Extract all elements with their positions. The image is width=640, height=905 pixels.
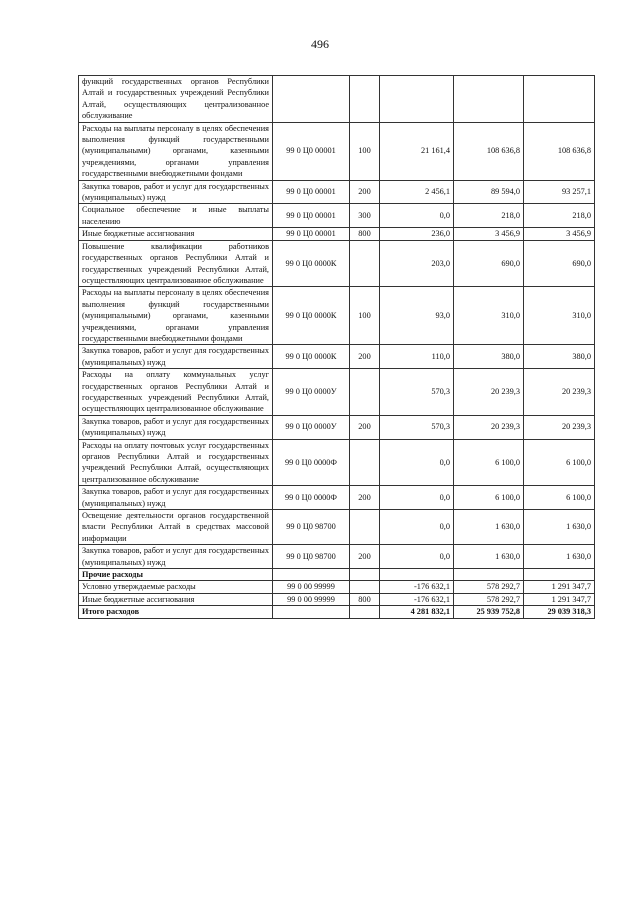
target-article-code-cell: 99 0 Ц0 00001: [273, 204, 350, 228]
expense-name-cell: Закупка товаров, работ и услуг для государственных (муниципальных) нужд: [79, 180, 273, 204]
expense-name-cell: Итого расходов: [79, 606, 273, 618]
target-article-code-cell: 99 0 Ц0 98700: [273, 545, 350, 569]
amount-year1-cell: [380, 76, 454, 123]
table-row: [79, 345, 595, 369]
amount-year2-cell: 578 292,7: [454, 581, 524, 593]
amount-year1-cell: 203,0: [380, 240, 454, 287]
amount-year2-cell: 89 594,0: [454, 180, 524, 204]
amount-year2-cell: 6 100,0: [454, 439, 524, 486]
amount-year2-cell: [454, 76, 524, 123]
expense-name-cell: Иные бюджетные ассигнования: [79, 228, 273, 240]
expense-name-cell: Освещение деятельности органов государственной власти Республики Алтай в средствах массовой информации: [79, 510, 273, 545]
target-article-code-cell: 99 0 00 99999: [273, 581, 350, 593]
expense-name-cell: Повышение квалификации работников государственных органов Республики Алтай и государственных учреждений Республики Алтай, осуществляющих централизованное обслуживание: [79, 240, 273, 287]
expense-type-code-cell: 200: [350, 345, 380, 369]
expense-name-cell: Закупка товаров, работ и услуг для государственных (муниципальных) нужд: [79, 345, 273, 369]
target-article-code-cell: 99 0 Ц0 00001: [273, 180, 350, 204]
expense-type-code-cell: 200: [350, 545, 380, 569]
amount-year2-cell: 6 100,0: [454, 486, 524, 510]
amount-year3-cell: 93 257,1: [524, 180, 595, 204]
amount-year1-cell: -176 632,1: [380, 593, 454, 605]
target-article-code-cell: 99 0 00 99999: [273, 593, 350, 605]
expense-type-code-cell: 100: [350, 122, 380, 180]
amount-year3-cell: 6 100,0: [524, 486, 595, 510]
expense-name-cell: Прочие расходы: [79, 569, 273, 581]
expense-name-cell: Расходы на оплату коммунальных услуг государственных органов Республики Алтай и государственных учреждений Республики Алтай, осуществляющих централизованное обслуживание: [79, 369, 273, 416]
amount-year3-cell: [524, 76, 595, 123]
expense-name-cell: Расходы на оплату почтовых услуг государственных органов Республики Алтай и государственных учреждений Республики Алтай, осуществляющих централизованное обслуживание: [79, 439, 273, 486]
amount-year2-cell: [454, 569, 524, 581]
table-row: [79, 486, 595, 510]
amount-year2-cell: 578 292,7: [454, 593, 524, 605]
table-row: [79, 180, 595, 204]
amount-year3-cell: 1 630,0: [524, 545, 595, 569]
amount-year3-cell: 20 239,3: [524, 369, 595, 416]
target-article-code-cell: 99 0 Ц0 0000Ф: [273, 486, 350, 510]
amount-year2-cell: 1 630,0: [454, 510, 524, 545]
amount-year2-cell: 20 239,3: [454, 415, 524, 439]
table-row: [79, 606, 595, 618]
amount-year1-cell: 0,0: [380, 486, 454, 510]
expense-type-code-cell: [350, 76, 380, 123]
target-article-code-cell: 99 0 Ц0 00001: [273, 228, 350, 240]
amount-year2-cell: 310,0: [454, 287, 524, 345]
target-article-code-cell: 99 0 Ц0 0000К: [273, 345, 350, 369]
target-article-code-cell: 99 0 Ц0 0000У: [273, 415, 350, 439]
amount-year1-cell: 570,3: [380, 415, 454, 439]
table-row: [79, 76, 595, 123]
target-article-code-cell: 99 0 Ц0 0000Ф: [273, 439, 350, 486]
amount-year2-cell: 380,0: [454, 345, 524, 369]
table-row: [79, 510, 595, 545]
amount-year2-cell: 690,0: [454, 240, 524, 287]
amount-year1-cell: 236,0: [380, 228, 454, 240]
amount-year2-cell: 108 636,8: [454, 122, 524, 180]
expense-name-cell: Социальное обеспечение и иные выплаты населению: [79, 204, 273, 228]
expense-type-code-cell: 200: [350, 415, 380, 439]
amount-year1-cell: -176 632,1: [380, 581, 454, 593]
amount-year1-cell: 570,3: [380, 369, 454, 416]
amount-year2-cell: 25 939 752,8: [454, 606, 524, 618]
expense-name-cell: Иные бюджетные ассигнования: [79, 593, 273, 605]
target-article-code-cell: [273, 76, 350, 123]
table-row: [79, 415, 595, 439]
page-number: 496: [311, 37, 329, 51]
amount-year3-cell: 1 291 347,7: [524, 581, 595, 593]
table-row: [79, 593, 595, 605]
amount-year2-cell: 20 239,3: [454, 369, 524, 416]
expense-name-cell: Закупка товаров, работ и услуг для государственных (муниципальных) нужд: [79, 415, 273, 439]
amount-year3-cell: 6 100,0: [524, 439, 595, 486]
amount-year2-cell: 218,0: [454, 204, 524, 228]
amount-year2-cell: 1 630,0: [454, 545, 524, 569]
target-article-code-cell: [273, 569, 350, 581]
amount-year3-cell: 310,0: [524, 287, 595, 345]
table-row: [79, 228, 595, 240]
amount-year1-cell: 93,0: [380, 287, 454, 345]
amount-year3-cell: 29 039 318,3: [524, 606, 595, 618]
amount-year3-cell: 1 291 347,7: [524, 593, 595, 605]
amount-year3-cell: 108 636,8: [524, 122, 595, 180]
amount-year3-cell: 1 630,0: [524, 510, 595, 545]
amount-year3-cell: 3 456,9: [524, 228, 595, 240]
expense-name-cell: Закупка товаров, работ и услуг для государственных (муниципальных) нужд: [79, 545, 273, 569]
amount-year1-cell: 4 281 832,1: [380, 606, 454, 618]
amount-year1-cell: 21 161,4: [380, 122, 454, 180]
expense-name-cell: функций государственных органов Республики Алтай и государственных учреждений Республики Алтай, осуществляющих централизованное обслуживание: [79, 76, 273, 123]
table-row: [79, 287, 595, 345]
amount-year3-cell: 690,0: [524, 240, 595, 287]
table-row: [79, 439, 595, 486]
target-article-code-cell: 99 0 Ц0 0000У: [273, 369, 350, 416]
amount-year1-cell: [380, 569, 454, 581]
table-row: [79, 569, 595, 581]
table-row: [79, 204, 595, 228]
expense-type-code-cell: [350, 581, 380, 593]
amount-year1-cell: 0,0: [380, 545, 454, 569]
expense-type-code-cell: [350, 606, 380, 618]
expense-name-cell: Расходы на выплаты персоналу в целях обеспечения выполнения функций государственными (муниципальными) органами, казенными учреждениями, органами управления государственными внебюджетными фондами: [79, 122, 273, 180]
expense-type-code-cell: 100: [350, 287, 380, 345]
table-row: [79, 369, 595, 416]
table-row: [79, 581, 595, 593]
expense-type-code-cell: 200: [350, 486, 380, 510]
expense-name-cell: Закупка товаров, работ и услуг для государственных (муниципальных) нужд: [79, 486, 273, 510]
amount-year2-cell: 3 456,9: [454, 228, 524, 240]
expense-type-code-cell: [350, 569, 380, 581]
budget-expenditure-table: [78, 75, 595, 619]
expense-type-code-cell: [350, 510, 380, 545]
target-article-code-cell: [273, 606, 350, 618]
amount-year1-cell: 2 456,1: [380, 180, 454, 204]
table-row: [79, 240, 595, 287]
amount-year1-cell: 110,0: [380, 345, 454, 369]
expense-type-code-cell: [350, 369, 380, 416]
amount-year1-cell: 0,0: [380, 510, 454, 545]
target-article-code-cell: 99 0 Ц0 00001: [273, 122, 350, 180]
amount-year3-cell: 218,0: [524, 204, 595, 228]
amount-year3-cell: [524, 569, 595, 581]
table-row: [79, 122, 595, 180]
target-article-code-cell: 99 0 Ц0 0000К: [273, 240, 350, 287]
amount-year3-cell: 20 239,3: [524, 415, 595, 439]
amount-year1-cell: 0,0: [380, 204, 454, 228]
expense-type-code-cell: [350, 240, 380, 287]
expense-type-code-cell: [350, 439, 380, 486]
expense-name-cell: Условно утверждаемые расходы: [79, 581, 273, 593]
expense-type-code-cell: 200: [350, 180, 380, 204]
expense-name-cell: Расходы на выплаты персоналу в целях обеспечения выполнения функций государственными (муниципальными) органами, казенными учреждениями, органами управления государственными внебюджетными фондами: [79, 287, 273, 345]
expense-type-code-cell: 300: [350, 204, 380, 228]
target-article-code-cell: 99 0 Ц0 98700: [273, 510, 350, 545]
amount-year1-cell: 0,0: [380, 439, 454, 486]
amount-year3-cell: 380,0: [524, 345, 595, 369]
expense-type-code-cell: 800: [350, 228, 380, 240]
table-row: [79, 545, 595, 569]
target-article-code-cell: 99 0 Ц0 0000К: [273, 287, 350, 345]
expense-type-code-cell: 800: [350, 593, 380, 605]
